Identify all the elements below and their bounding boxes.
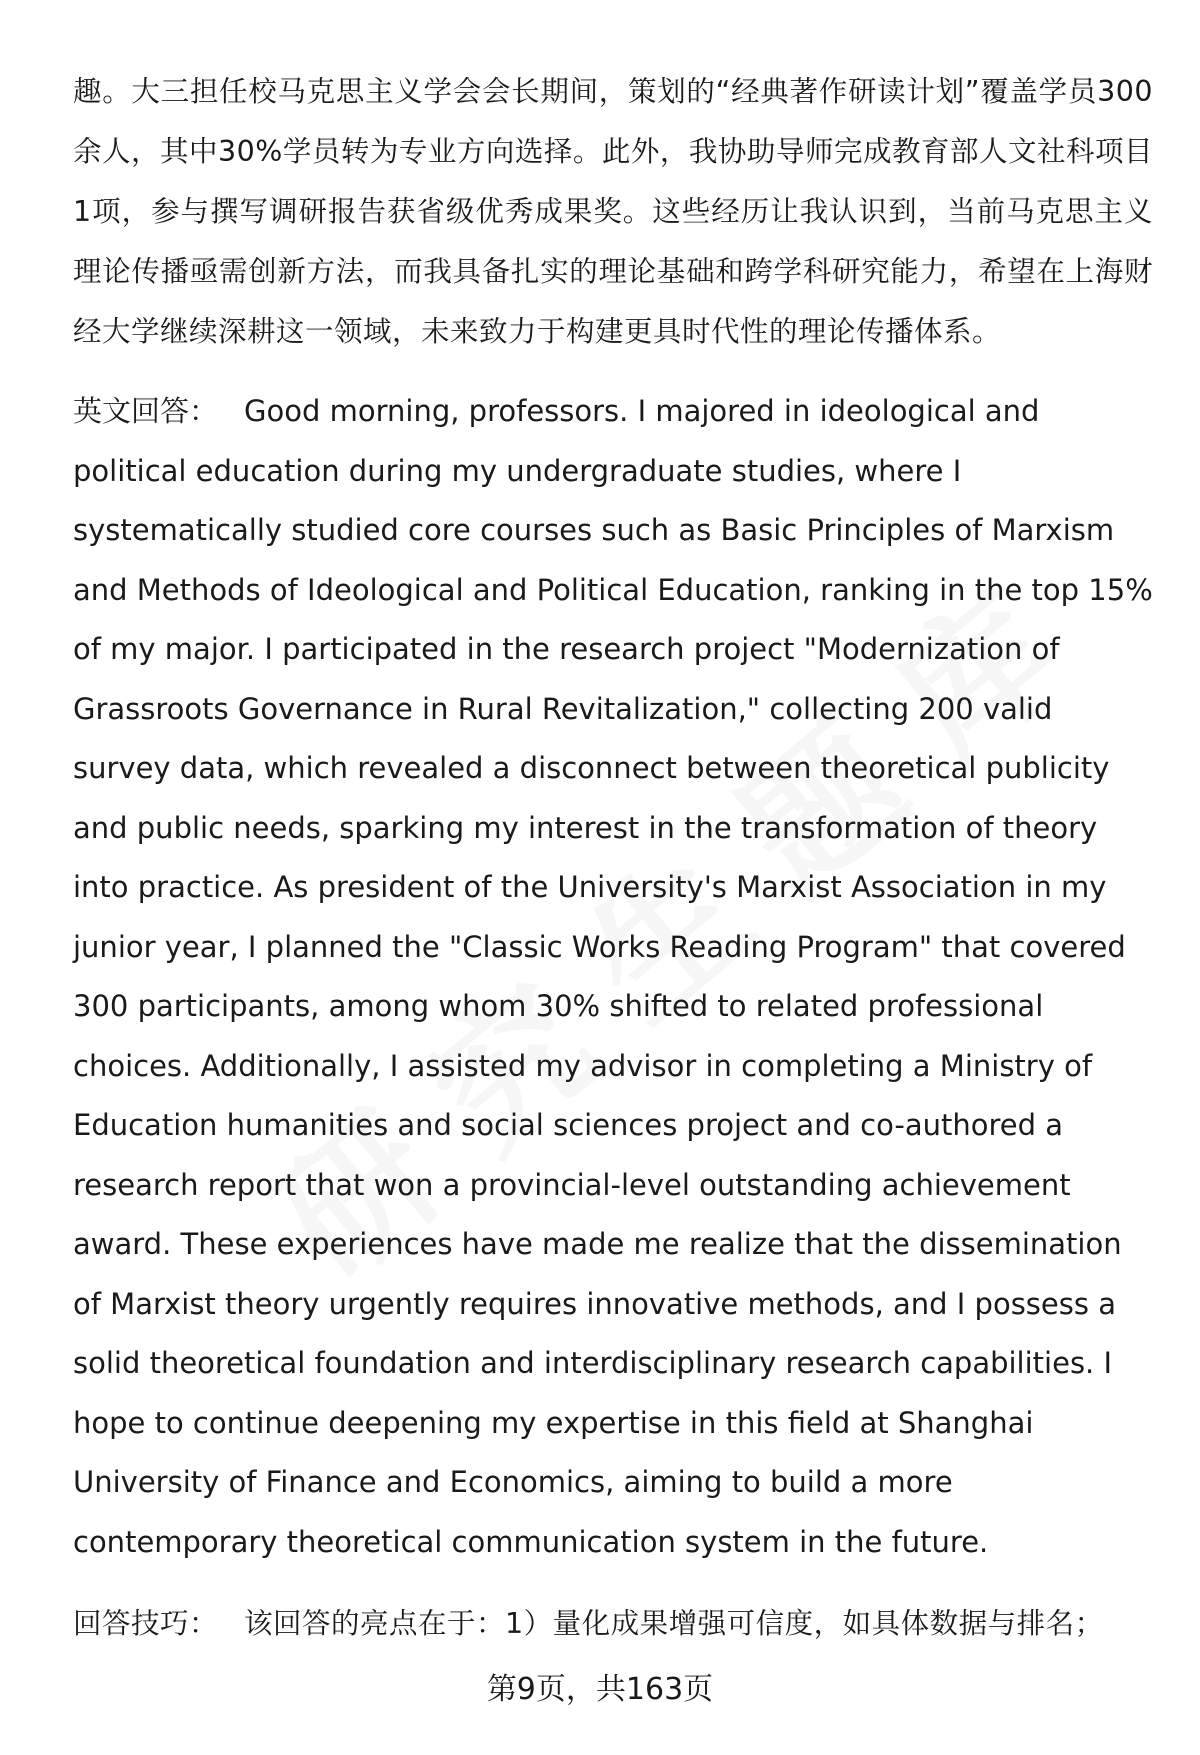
answer-tips-label: 回答技巧： <box>73 1607 219 1640</box>
document-content <box>73 62 1153 1654</box>
page-indicator: 第9页，共163页 <box>486 1672 714 1707</box>
english-answer-text: Good morning, professors. I majored in ideological and political education during my undergraduate studies, where I systematically studied core courses such as Basic Principles of Marxism and Methods of Ideological and Political Education, ranking in the top 15% of my major. I participated in the research project "Modernization of Grassroots Governance in Rural Revitalization," collecting 200 valid survey data, which revealed a disconnect between theoretical publicity and public needs, sparking my interest in the transformation of theory into practice. As president of the University's Marxist Association in my junior year, I planned the "Classic Works Reading Program" that covered 300 participants, among whom 30% shifted to related professional choices. Additionally, I assisted my advisor in completing a Ministry of Education humanities and social sciences project and co-authored a research report that won a provincial-level outstanding achievement award. These experiences have made me realize that the dissemination of Marxist theory urgently requires innovative methods, and I possess a solid theoretical foundation and interdisciplinary research capabilities. I hope to continue deepening my expertise in this field at Shanghai University of Finance and Economics, aiming to build a more contemporary theoretical communication system in the future. <box>73 394 1153 1559</box>
english-answer-label: 英文回答： <box>73 394 219 428</box>
chinese-answer-paragraph: 趣。大三担任校马克思主义学会会长期间，策划的“经典著作研读计划”覆盖学员300余人，其中30%学员转为专业方向选择。此外，我协助导师完成教育部人文社科项目1项，参与撰写调研报告获省级优秀成果奖。这些经历让我认识到，当前马克思主义理论传播亟需创新方法，而我具备扎实的理论基础和跨学科研究能力，希望在上海财经大学继续深耕这一领域，未来致力于构建更具时代性的理论传播体系。 <box>73 75 1153 348</box>
answer-tips-text: 该回答的亮点在于：1）量化成果增强可信度，如具体数据与排名； <box>244 1607 1104 1640</box>
english-answer-paragraph <box>73 382 1153 1572</box>
answer-tips-paragraph <box>73 1594 1153 1654</box>
